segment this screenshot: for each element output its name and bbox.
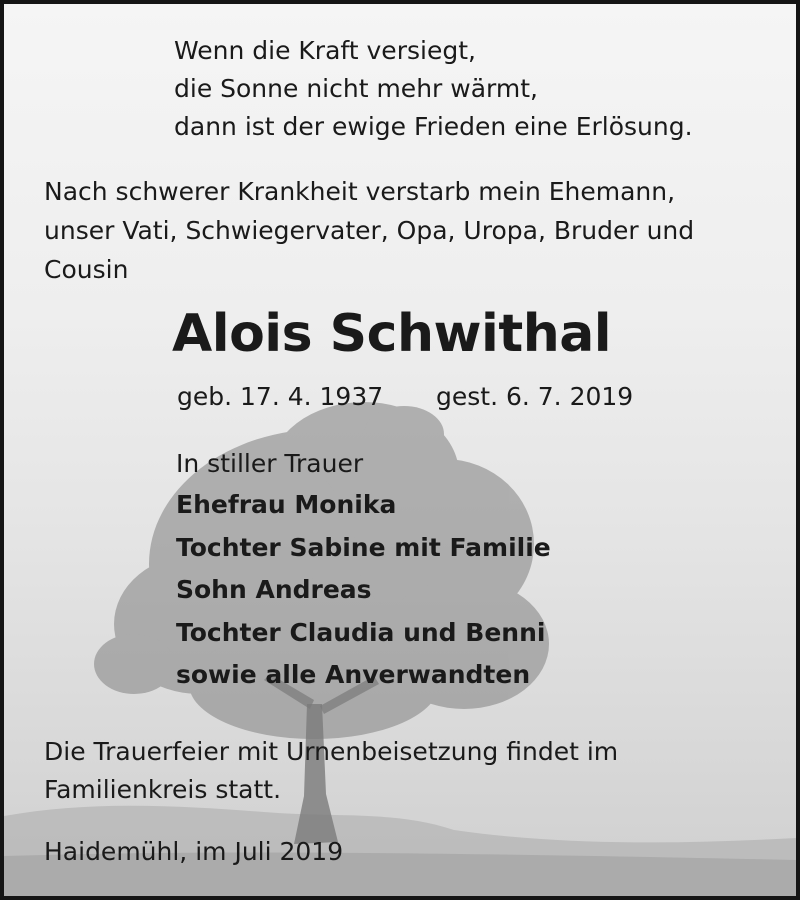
- mourner-item: Ehefrau Monika: [176, 490, 397, 519]
- mourner-item: Tochter Claudia und Benni: [176, 617, 546, 647]
- birth-date: geb. 17. 4. 1937: [177, 382, 384, 411]
- announcement-line: Nach schwerer Krankheit verstarb mein Ehemann,: [44, 177, 676, 206]
- mourner-item: Sohn Andreas: [176, 575, 372, 604]
- funeral-line: Die Trauerfeier mit Urnenbeisetzung findet im: [44, 737, 619, 766]
- mourner-item: Tochter Sabine mit Familie: [176, 532, 551, 562]
- obituary-content: [4, 4, 796, 896]
- mourner-item: sowie alle Anverwandten: [176, 660, 531, 689]
- deceased-name: Alois Schwithal: [172, 304, 612, 364]
- mourners-list: [176, 484, 551, 697]
- poem-line: Wenn die Kraft versiegt,: [174, 36, 476, 65]
- mourning-heading: In stiller Trauer: [176, 449, 364, 478]
- death-date: gest. 6. 7. 2019: [436, 382, 634, 411]
- poem-line: dann ist der ewige Frieden eine Erlösung.: [174, 112, 693, 141]
- funeral-line: Familienkreis statt.: [44, 775, 282, 804]
- poem-verse: [174, 32, 693, 146]
- funeral-notice: [44, 733, 618, 809]
- announcement-line: unser Vati, Schwiegervater, Opa, Uropa, Bruder und: [44, 216, 695, 245]
- announcement-line: Cousin: [44, 255, 129, 284]
- death-announcement: [44, 172, 694, 289]
- poem-line: die Sonne nicht mehr wärmt,: [174, 74, 538, 103]
- place-and-date: Haidemühl, im Juli 2019: [44, 837, 344, 866]
